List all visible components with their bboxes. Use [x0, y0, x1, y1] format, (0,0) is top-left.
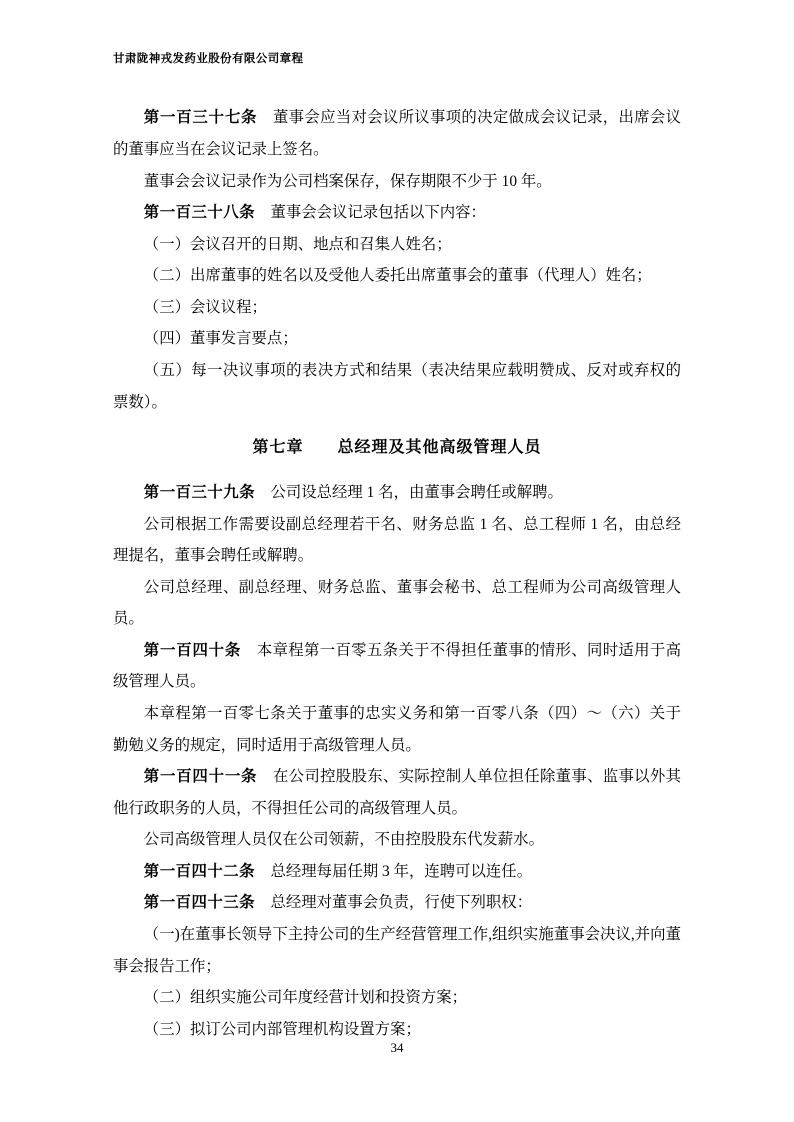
document-header: 甘肃陇神戎发药业股份有限公司章程 [113, 53, 304, 65]
paragraph [113, 509, 681, 572]
paragraph-text: 公司根据工作需要设副总经理若干名、财务总监 1 名、总工程师 1 名，由总经理提名，董事会聘任或解聘。 [113, 515, 681, 565]
paragraph-text: 本章程第一百零五条关于不得担任董事的情形、同时适用于高级管理人员。 [113, 641, 681, 691]
paragraph [113, 197, 681, 229]
article-number: 第一百三十七条 [143, 109, 258, 127]
paragraph [113, 355, 681, 418]
article-number: 第一百四十一条 [143, 768, 258, 786]
paragraph [113, 824, 681, 856]
paragraph [113, 761, 681, 824]
paragraph [113, 102, 681, 165]
paragraph-text: 公司高级管理人员仅在公司领薪，不由控股股东代发薪水。 [143, 831, 544, 849]
paragraph [113, 477, 681, 509]
article-number: 第一百三十九条 [143, 483, 256, 501]
paragraph-text: 董事会应当对会议所议事项的决定做成会议记录，出席会议的董事应当在会议记录上签名。 [113, 109, 681, 158]
article-number: 第一百四十二条 [143, 862, 256, 880]
paragraph-text: （二）组织实施公司年度经营计划和投资方案； [143, 989, 468, 1007]
paragraph-text: 董事会会议记录包括以下内容： [255, 204, 486, 222]
paragraph-text: 总经理对董事会负责，行使下列职权： [255, 894, 533, 912]
paragraph-text: 第七章 总经理及其他高级管理人员 [252, 439, 542, 457]
article-number: 第一百三十八条 [143, 204, 256, 222]
paragraph-text: （五）每一决议事项的表决方式和结果（表决结果应载明赞成、反对或弃权的票数）。 [113, 362, 681, 411]
paragraph [113, 572, 681, 635]
paragraph [113, 260, 681, 292]
paragraph-text: （三）拟订公司内部管理机构设置方案； [143, 1020, 421, 1038]
paragraph [113, 323, 681, 355]
chapter-heading [113, 432, 681, 465]
paragraph [113, 166, 681, 198]
document-body [113, 102, 681, 1045]
paragraph-text: 公司设总经理 1 名，由董事会聘任或解聘。 [255, 483, 563, 501]
paragraph-text: （一）会议召开的日期、地点和召集人姓名； [143, 235, 452, 253]
paragraph-text: （一)在董事长领导下主持公司的生产经营管理工作,组织实施董事会决议,并向董事会报告工作； [113, 926, 681, 975]
paragraph [113, 856, 681, 888]
paragraph [113, 982, 681, 1014]
page-content [113, 50, 681, 1045]
paragraph-text: （四）董事发言要点； [143, 330, 298, 348]
paragraph [113, 698, 681, 761]
paragraph-text: 总经理每届任期 3 年，连聘可以连任。 [255, 862, 533, 880]
paragraph-text: （二）出席董事的姓名以及受他人委托出席董事会的董事（代理人）姓名； [143, 267, 652, 285]
paragraph-text: 本章程第一百零七条关于董事的忠实义务和第一百零八条（四）～（六）关于勤勉义务的规定，同时适用于高级管理人员。 [113, 705, 681, 754]
article-number: 第一百四十条 [143, 641, 242, 659]
paragraph [113, 635, 681, 698]
paragraph-text: 在公司控股股东、实际控制人单位担任除董事、监事以外其他行政职务的人员，不得担任公司的高级管理人员。 [113, 768, 681, 817]
article-number: 第一百四十三条 [143, 894, 256, 912]
paragraph-text: 董事会会议记录作为公司档案保存，保存期限不少于 10 年。 [143, 172, 552, 190]
paragraph [113, 919, 681, 982]
paragraph [113, 887, 681, 919]
paragraph [113, 229, 681, 261]
paragraph-text: （三）会议议程； [143, 298, 267, 316]
paragraph [113, 292, 681, 324]
page-number: 34 [390, 1040, 404, 1055]
paragraph-text: 公司总经理、副总经理、财务总监、董事会秘书、总工程师为公司高级管理人员。 [113, 578, 681, 628]
